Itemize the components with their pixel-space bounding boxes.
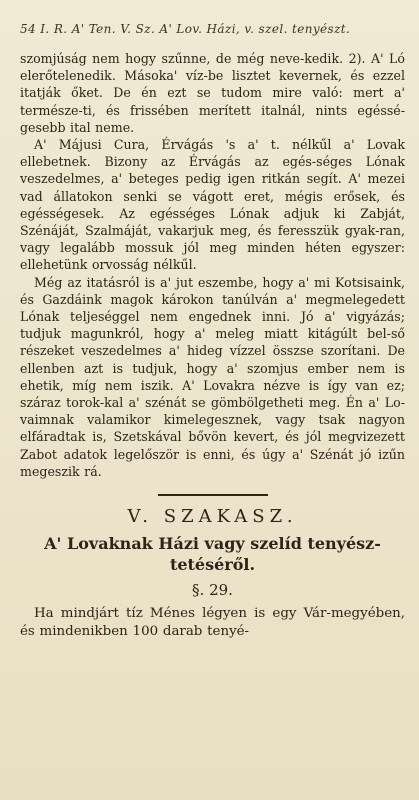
section-body <box>20 605 405 641</box>
section-heading: V. SZAKASZ. <box>127 506 298 528</box>
running-head: 54 I. R. A' Ten. V. Sz. A' Lov. Házi, v. szel. tenyészt. <box>20 22 351 36</box>
paragraph-1: szomjúság nem hogy szűnne, de még neve-kedik. 2). A' Ló elerőtelenedik. Másokа' víz-be lisztet kevernek, és ezzel itatják őket. De én ezt se tudom mire való: mert a' természe-ti, és frissében merített italnál, nints egéssé-gesebb ital neme. <box>20 51 405 135</box>
section-paragraph: Ha mindjárt tíz Ménes légyen is egy Vár-megyében, és mindenikben 100 darab tenyé- <box>20 606 405 640</box>
section-divider <box>158 494 268 496</box>
paragraph-2: A' Májusi Cura, Érvágás 's a' t. nélkűl a' Lovak ellebetnek. Bizony az Érvágás az egés-séges Lónak veszedelmes, a' beteges pedig igen ritkán segít. A' mezei vad állatokon senki se vágott eret, mégis erősek, és egésségesek. Az egésséges Lónak adjuk ki Zabját, Szénáját, Szalmáját, vakarjuk meg, és feresszük gyak-ran, vagy legalább mossuk jól meg minden héten egyszer: ellehetünk orvosság nélkűl. <box>20 137 405 273</box>
section-title: A' Lovaknak Házi vagy szelíd tenyész-tetéséről. <box>44 534 381 575</box>
paragraph-3: Még az itatásról is a' jut eszembe, hogy a' mi Kotsisaink, és Gazdáink magok károkon tanúlván a' megmelegedett Lónak teljeséggel nem engednek inni. Jó a' vigyázás; tudjuk magunkról, hogy a' meleg miatt kitágúlt bel-ső részeket veszedelmes a' hideg vízzel összse szorítani. De ellenben azt is tudjuk, hogy a' szomjus ember nem is ehetik, míg nem iszik. A' Lovakra nézve is így van ez; száraz torok-kal a' szénát se gömbölgetheti meg. Én a' Lo-vaimnak valamikor kimelegesznek, vagy tsak nagyon elfáradtak is, Szetskával bővön kevert, és jól megvizezett Zabot adatok legelőször is enni, és úgy a' Szénát jó izűn megeszik rá. <box>20 274 405 479</box>
paragraph-number: §. 29. <box>192 581 233 600</box>
body-text <box>20 50 405 480</box>
